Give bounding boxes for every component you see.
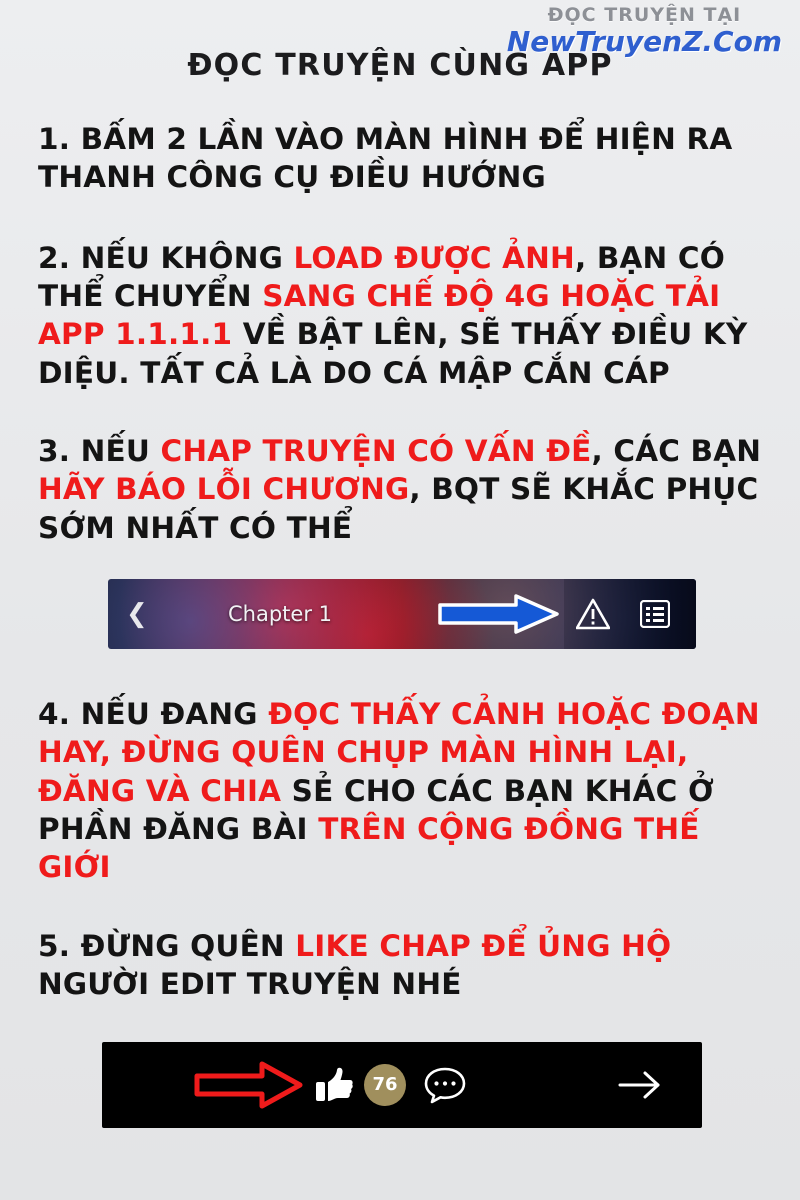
- chapter-label: Chapter 1: [228, 602, 332, 627]
- item-3-segment-4: , BQT SẼ KHẮC PHỤC SỚM NHẤT CÓ THỂ: [38, 472, 759, 545]
- chapter-toolbar-screenshot: [108, 579, 696, 649]
- like-count-badge: 76: [364, 1064, 406, 1106]
- instruction-item-1: [38, 120, 766, 197]
- instructions-list: [38, 120, 766, 1128]
- item-2-segment-1: LOAD ĐƯỢC ẢNH: [293, 240, 575, 275]
- warning-triangle-icon[interactable]: [576, 598, 610, 630]
- item-4-segment-0: 4. NẾU ĐANG: [38, 697, 269, 732]
- instruction-item-5: [38, 927, 766, 1004]
- thumbs-up-icon[interactable]: [314, 1065, 354, 1105]
- right-arrow-annotation-icon: [438, 594, 560, 634]
- chevron-left-icon[interactable]: ❮: [126, 599, 148, 630]
- comment-bubble-icon[interactable]: [424, 1066, 466, 1104]
- item-1-segment-0: 1. BẤM 2 LẦN VÀO MÀN HÌNH ĐỂ HIỆN RA THANH CÔNG CỤ ĐIỀU HƯỚNG: [38, 122, 733, 195]
- instruction-item-2: [38, 239, 766, 392]
- item-2-segment-0: 2. NẾU KHÔNG: [38, 240, 294, 275]
- item-4-segment-2: SẺ CHO CÁC BẠN KHÁC Ở PHẦN ĐĂNG BÀI: [38, 773, 714, 847]
- watermark-site-name: NewTruyenZ.Com: [506, 25, 782, 58]
- item-3-segment-1: CHAP TRUYỆN CÓ VẤN ĐỀ: [160, 434, 592, 469]
- item-4-segment-3: TRÊN CỘNG ĐỒNG THẾ GIỚI: [38, 812, 700, 885]
- item-3-segment-2: , CÁC BẠN: [591, 434, 762, 469]
- arrow-right-icon[interactable]: [618, 1068, 662, 1102]
- item-2-segment-3: SANG CHẾ ĐỘ 4G HOẶC TẢI APP 1.1.1.1: [38, 279, 721, 352]
- item-3-segment-0: 3. NẾU: [38, 434, 161, 469]
- page-title: ĐỌC TRUYỆN CÙNG APP: [187, 48, 613, 83]
- watermark-top-line: ĐỌC TRUYỆN TẠI: [547, 4, 742, 26]
- action-toolbar-screenshot: [102, 1042, 702, 1128]
- instruction-item-4: [38, 695, 766, 887]
- item-2-segment-2: , BẠN CÓ THỂ CHUYỂN: [38, 240, 726, 314]
- item-4-segment-1: ĐỌC THẤY CẢNH HOẶC ĐOẠN HAY, ĐỪNG QUÊN CHỤP MÀN HÌNH LẠI, ĐĂNG VÀ CHIA: [38, 697, 760, 808]
- item-5-segment-0: 5. ĐỪNG QUÊN: [38, 928, 296, 963]
- item-3-segment-3: HÃY BÁO LỖI CHƯƠNG: [38, 472, 410, 507]
- item-5-segment-1: LIKE CHAP ĐỂ ỦNG HỘ: [295, 928, 672, 963]
- item-2-segment-4: VỀ BẬT LÊN, SẼ THẤY ĐIỀU KỲ DIỆU. TẤT CẢ LÀ DO CÁ MẬP CẮN CÁP: [38, 317, 748, 390]
- chapter-list-icon[interactable]: [640, 600, 670, 628]
- item-5-segment-2: NGƯỜI EDIT TRUYỆN NHÉ: [38, 967, 462, 1002]
- right-arrow-annotation-icon: [194, 1060, 304, 1110]
- instruction-item-3: [38, 432, 766, 547]
